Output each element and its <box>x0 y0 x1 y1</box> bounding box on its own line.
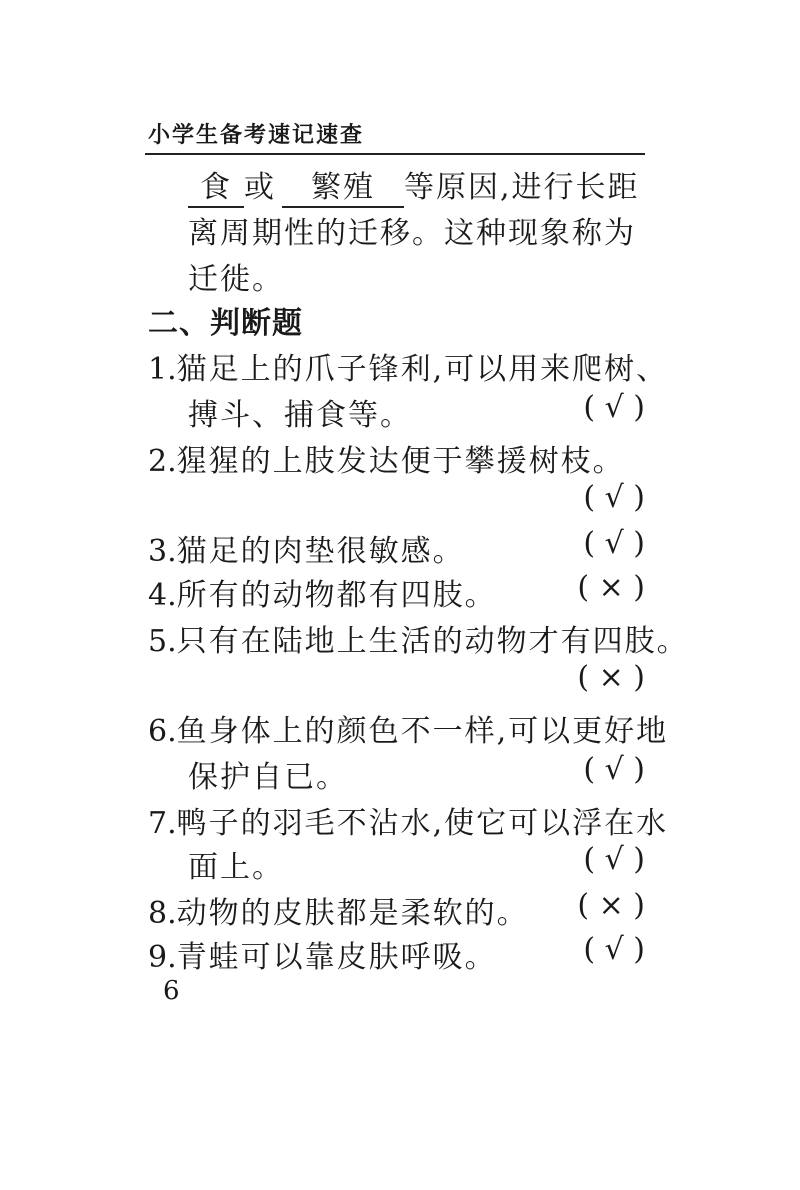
question-7-line-2: 面上。 <box>188 850 284 885</box>
intro-line-2: 离周期性的迁移。这种现象称为 <box>188 216 636 251</box>
question-9 <box>148 932 497 976</box>
answer-mark: ( × ) <box>577 660 645 695</box>
question-text: 猫足上的爪子锋利,可以用来爬树、 <box>176 352 669 387</box>
question-text: 只有在陆地上生活的动物才有四肢。 <box>176 624 689 659</box>
question-6-line-2: 保护自已。 <box>188 760 348 795</box>
header-rule <box>145 153 645 155</box>
question-text: 猩猩的上肢发达便于攀援树枝。 <box>176 444 625 479</box>
question-1-line-2: 搏斗、捕食等。 <box>188 398 412 433</box>
answer-mark: ( √ ) <box>583 526 645 561</box>
intro-conj: 或 <box>244 170 276 205</box>
question-3 <box>148 526 465 570</box>
intro-rest: 等原因,进行长距 <box>404 170 640 205</box>
question-number: 7. <box>148 806 177 841</box>
question-1 <box>148 344 668 388</box>
question-7 <box>148 798 668 842</box>
question-2 <box>148 436 625 480</box>
question-text: 猫足的肉垫很敏感。 <box>176 534 465 569</box>
question-text: 动物的皮肤都是柔软的。 <box>176 896 529 931</box>
question-number: 1. <box>148 352 177 387</box>
answer-mark: ( √ ) <box>583 390 645 425</box>
question-number: 3. <box>148 534 177 569</box>
blank-answer-1: 食 <box>188 171 244 208</box>
answer-mark: ( √ ) <box>583 842 645 877</box>
page-number: 6 <box>163 976 180 1006</box>
intro-line-1 <box>188 162 640 208</box>
section-title: 二、判断题 <box>148 306 303 341</box>
question-text: 鸭子的羽毛不沾水,使它可以浮在水 <box>176 806 669 841</box>
question-4 <box>148 570 497 614</box>
blank-answer-2: 繁殖 <box>282 171 404 208</box>
question-text: 鱼身体上的颜色不一样,可以更好地 <box>176 714 669 749</box>
answer-mark: ( √ ) <box>583 752 645 787</box>
question-5 <box>148 616 689 660</box>
question-number: 6. <box>148 714 177 749</box>
question-8 <box>148 888 529 932</box>
running-header: 小学生备考速记速查 <box>148 123 365 148</box>
answer-mark: ( √ ) <box>583 480 645 515</box>
question-text: 所有的动物都有四肢。 <box>176 578 497 613</box>
question-text: 青蛙可以靠皮肤呼吸。 <box>176 940 497 975</box>
answer-mark: ( × ) <box>577 570 645 605</box>
question-6 <box>148 706 668 750</box>
intro-line-3: 迁徙。 <box>188 262 284 297</box>
question-number: 2. <box>148 444 177 479</box>
question-number: 4. <box>148 578 177 613</box>
question-number: 8. <box>148 896 177 931</box>
answer-mark: ( √ ) <box>583 932 645 967</box>
answer-mark: ( × ) <box>577 888 645 923</box>
question-number: 9. <box>148 940 177 975</box>
question-number: 5. <box>148 624 177 659</box>
